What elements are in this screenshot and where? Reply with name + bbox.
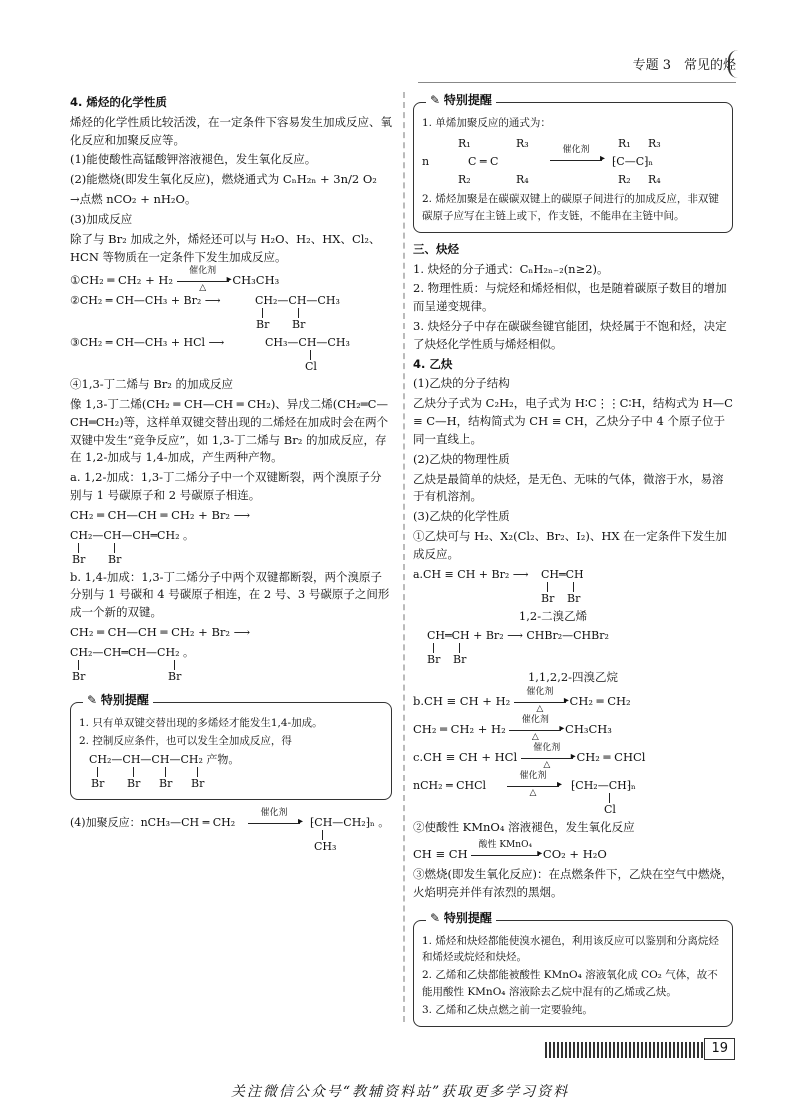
header-topic: 专题 3 常见的烃	[632, 58, 736, 73]
page-number: 19	[704, 1038, 735, 1060]
right-column	[413, 92, 733, 1027]
paragraph: (2)乙炔的物理性质	[413, 451, 510, 466]
paragraph: ②使酸性 KMnO₄ 溶液褪色，发生氧化反应	[413, 819, 635, 834]
equation-product: CH₂—CH—CH═CH₂ 。 Br Br	[70, 528, 194, 566]
paragraph: a. 1,2-加成：1,3-丁二烯分子中一个双键断裂，两个溴原子分别与 1 号碳原子和 2 号碳原子相连。	[70, 470, 382, 502]
section-heading: 4. 烯烃的化学性质	[70, 95, 167, 109]
paragraph: (1)乙炔的分子结构	[413, 376, 510, 391]
paragraph: 2. 物理性质：与烷烃和烯烃相似，也是随着碳原子数目的增加而呈递变规律。	[413, 281, 727, 314]
paragraph: ①乙炔可与 H₂、X₂(Cl₂、Br₂、I₂)、HX 在一定条件下发生加成反应。	[413, 528, 727, 561]
compound-name: 1,1,2,2-四溴乙烷	[527, 670, 619, 685]
equation-product: CH₂—CH═CH—CH₂ 。 Br Br	[70, 645, 194, 683]
tip-box	[413, 93, 733, 233]
paragraph: ③燃烧(即发生氧化反应)：在点燃条件下，乙炔在空气中燃烧，火焰明亮并伴有浓烈的黑烟。	[413, 867, 733, 900]
equation: b.CH ≡ CH + H₂ ▸ 催化剂 △ CH₂ ═ CH₂	[413, 693, 733, 711]
equation: ①CH₂ ═ CH₂ + H₂ ▸ 催化剂 △ CH₃CH₃	[70, 272, 392, 290]
equation: a.CH ≡ CH + Br₂ ⟶ CH═CH Br Br	[413, 567, 584, 605]
left-column	[70, 92, 392, 856]
equation: (4)加聚反应：nCH₃—CH ═ CH₂ ▸ 催化剂 ⁅CH—CH₂⁆ₙ 。 CH₃	[70, 814, 392, 854]
equation: CH₂ ═ CH—CH ═ CH₂ + Br₂ ⟶	[70, 625, 251, 640]
equation: CH ≡ CH ▸ 酸性 KMnO₄ CO₂ + H₂O	[413, 846, 733, 864]
paragraph: 乙炔是最简单的炔烃，是无色、无味的气体，微溶于水，易溶于有机溶剂。	[413, 471, 724, 504]
column-divider	[403, 92, 405, 1022]
equation: ③CH₂ ═ CH—CH₃ + HCl ⟶ CH₃—CH—CH₃ Cl	[70, 336, 350, 374]
paragraph: 烯烃的化学性质比较活泼，在一定条件下容易发生加成反应、氧化反应和加聚反应等。	[70, 114, 392, 147]
equation: nCH₂ ═ CHCl ▸ 催化剂 △ ⁅CH₂—CH⁆ₙ Cl	[413, 777, 733, 817]
paragraph: 3. 炔烃分子中存在碳碳叁键官能团，炔烃属于不饱和烃，决定了炔烃化学性质与烯烃相似。	[413, 319, 727, 351]
paragraph: (3)乙炔的化学性质	[413, 509, 510, 524]
tip-item: 2. 烯烃加聚是在碳碳双键上的碳原子间进行的加成反应，非双键碳原子应写在主链上或下，作支链，不能串在主链中间。	[422, 193, 719, 222]
footer-note: 关注微信公众号“教辅资料站”获取更多学习资料	[230, 1084, 570, 1100]
paragraph: (3)加成反应	[70, 211, 133, 226]
page-number-bar	[545, 1042, 735, 1058]
tip-item: 1. 只有单双键交替出现的多烯烃才能发生1,4-加成。	[79, 716, 323, 729]
tip-box	[413, 910, 733, 1027]
paragraph: →点燃 nCO₂ + nH₂O。	[70, 192, 197, 207]
paragraph: ④1,3-丁二烯与 Br₂ 的加成反应	[70, 377, 234, 392]
polymerization-formula: R₁ R₃ n C ═ C R₂ R₄ ▸ 催化剂 R₁ R₃ ⁅C—C⁆ₙ R₂ R₄	[422, 133, 724, 189]
paragraph: (2)能燃烧(即发生氧化反应)，燃烧通式为 CₙH₂ₙ + 3n/2 O₂	[70, 172, 377, 187]
tip-box	[70, 692, 392, 801]
tip-item: 3. 乙烯和乙炔点燃之前一定要验纯。	[422, 1003, 593, 1016]
paragraph: 1. 炔烃的分子通式：CₙH₂ₙ₋₂(n≥2)。	[413, 261, 609, 276]
tip-box-title: ✎ 特别提醒	[426, 91, 496, 110]
equation: ②CH₂ ═ CH—CH₃ + Br₂ ⟶ CH₂—CH—CH₃ Br Br	[70, 294, 340, 332]
paragraph: 除了与 Br₂ 加成之外，烯烃还可以与 H₂O、H₂、HX、Cl₂、HCN 等物质在一定条件下发生加成反应。	[70, 231, 381, 264]
section-heading: 三、炔烃	[413, 241, 459, 256]
tip-box-title: ✎ 特别提醒	[426, 909, 496, 928]
equation: CH═CH + Br₂ ⟶ CHBr₂—CHBr₂ Br Br	[427, 629, 609, 667]
paragraph: b. 1,4-加成：1,3-丁二烯分子中两个双键都断裂，两个溴原子分别与 1 号碳和 4 号碳原子相连，在 2 号、3 号碳原子之间形成一个新的双键。	[70, 569, 390, 620]
paragraph: 像 1,3-丁二烯(CH₂ ═ CH—CH ═ CH₂)、异戊二烯(CH₂═C—CH═CH₂)等，这样单双键交替出现的二烯烃在加成时会在两个双键中发生“竞争反应”，如 1,3-丁二烯与 Br₂ 的加成反应，存在 1,2-加成与 1,4-加成，产生两种产物。	[70, 396, 389, 465]
tip-formula: CH₂—CH—CH—CH₂ 产物。 Br Br Br Br	[89, 753, 240, 791]
tip-box-title: ✎ 特别提醒	[83, 691, 153, 710]
tip-item: 1. 烯烃和炔烃都能使溴水褪色，利用该反应可以鉴别和分离烷烃和烯烃或烷烃和炔烃。	[422, 934, 719, 964]
equation: c.CH ≡ CH + HCl ▸ 催化剂 △ CH₂ ═ CHCl	[413, 749, 733, 767]
equation: CH₂ ═ CH—CH ═ CH₂ + Br₂ ⟶	[70, 507, 251, 522]
subheading: 4. 乙炔	[413, 356, 453, 371]
equation: CH₂ ═ CH₂ + H₂ ▸ 催化剂 △ CH₃CH₃	[413, 721, 733, 739]
tip-item: 1. 单烯加聚反应的通式为：	[422, 117, 551, 129]
header-rule	[418, 82, 736, 83]
tip-item: 2. 乙烯和乙炔都能被酸性 KMnO₄ 溶液氧化成 CO₂ 气体，故不能用酸性 KMnO₄ 溶液除去乙烷中混有的乙烯或乙炔。	[422, 969, 718, 998]
tip-item: 2. 控制反应条件，也可以发生全加成反应，得	[79, 735, 292, 748]
paragraph: (1)能使酸性高锰酸钾溶液褪色，发生氧化反应。	[70, 152, 317, 167]
compound-name: 1,2-二溴乙烯	[518, 608, 588, 623]
paragraph: 乙炔分子式为 C₂H₂，电子式为 H∶C⋮⋮C∶H，结构式为 H—C ≡ C—H，结构简式为 CH ≡ CH，乙炔分子中 4 个原子位于同一直线上。	[413, 396, 733, 446]
header-arc	[728, 50, 740, 78]
